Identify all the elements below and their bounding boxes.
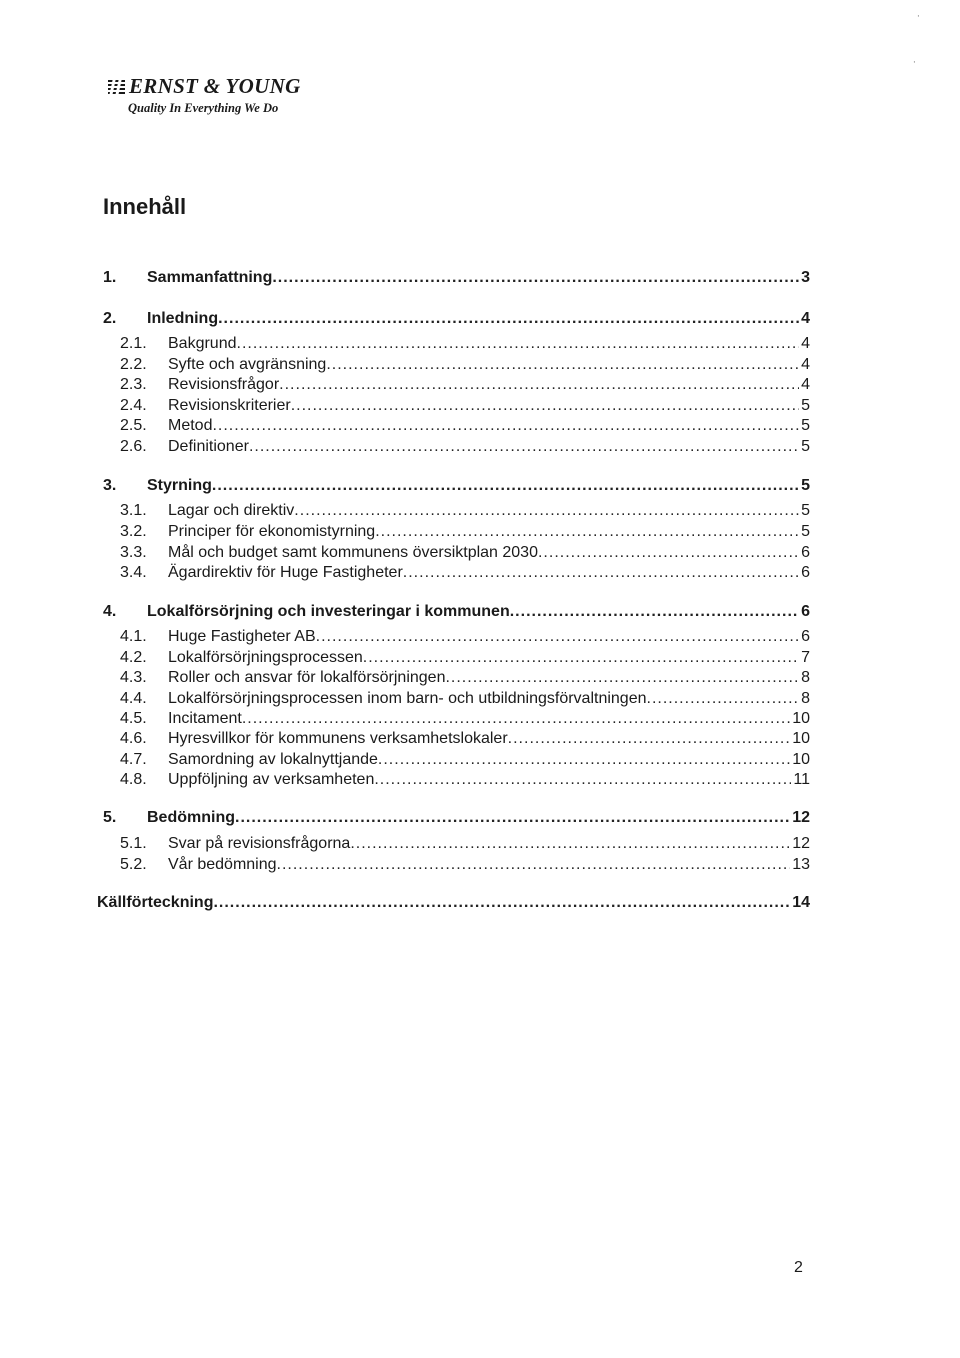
toc-page-number: 4 [801, 310, 810, 327]
toc-page-number: 4 [801, 376, 810, 393]
toc-number: 2.6. [120, 438, 147, 455]
toc-entry[interactable] [120, 416, 810, 436]
toc-number: 2.4. [120, 397, 147, 414]
toc-entry[interactable] [103, 808, 810, 828]
toc-title: Bakgrund [168, 335, 237, 352]
toc-page-number: 12 [792, 809, 810, 826]
toc-title: Revisionskriterier [168, 397, 291, 414]
dot-leader [212, 416, 799, 436]
toc-entry[interactable] [120, 501, 810, 521]
page-title: Innehåll [103, 194, 187, 219]
toc-page-number: 6 [801, 564, 810, 581]
toc-title: Hyresvillkor för kommunens verksamhetslokaler [168, 730, 508, 747]
toc-page-number: 10 [792, 730, 810, 747]
toc-number: 3.1. [120, 502, 147, 519]
toc-number: 4.4. [120, 690, 147, 707]
toc-number: 3.3. [120, 544, 147, 561]
dot-leader [326, 355, 799, 375]
toc-number: 4.3. [120, 669, 147, 686]
dot-leader [272, 268, 799, 288]
ernst-young-logo [108, 74, 301, 116]
toc-title: Lagar och direktiv [168, 502, 295, 519]
toc-entry[interactable] [120, 750, 810, 770]
toc-entry[interactable] [120, 668, 810, 688]
toc-page-number: 4 [801, 335, 810, 352]
dot-leader [279, 375, 799, 395]
toc-title: Bedömning [147, 809, 235, 826]
dot-leader [242, 709, 790, 729]
toc-title: Källförteckning [97, 894, 214, 911]
dot-leader [374, 770, 791, 790]
toc-title: Uppföljning av verksamheten [168, 771, 375, 788]
toc-entry[interactable] [120, 770, 810, 790]
toc-number: 4.8. [120, 771, 147, 788]
toc-entry[interactable] [120, 563, 810, 583]
toc-number: 3. [103, 477, 117, 494]
toc-title: Inledning [147, 310, 219, 327]
scan-speck: · [917, 12, 920, 22]
toc-title: Ägardirektiv för Huge Fastigheter [168, 564, 403, 581]
toc-page-number: 8 [801, 690, 810, 707]
toc-page-number: 3 [801, 269, 810, 286]
toc-title: Samordning av lokalnyttjande [168, 751, 378, 768]
toc-title: Svar på revisionsfrågorna [168, 835, 351, 852]
toc-number: 3.4. [120, 564, 147, 581]
toc-entry[interactable] [103, 309, 810, 329]
dot-leader [378, 750, 790, 770]
toc-entry[interactable] [120, 334, 810, 354]
toc-title: Incitament [168, 710, 242, 727]
toc-entry[interactable] [120, 729, 810, 749]
toc-page-number: 6 [801, 544, 810, 561]
toc-title: Principer för ekonomistyrning [168, 523, 376, 540]
dot-leader [316, 627, 799, 647]
toc-title: Metod [168, 417, 213, 434]
toc-title: Sammanfattning [147, 269, 273, 286]
logo-tagline: Quality In Everything We Do [128, 101, 279, 115]
toc-entry[interactable] [120, 396, 810, 416]
toc-title: Lokalförsörjningsprocessen [168, 649, 363, 666]
toc-entry[interactable] [120, 627, 810, 647]
toc-page-number: 5 [801, 417, 810, 434]
toc-page-number: 13 [792, 856, 810, 873]
dot-leader [277, 855, 791, 875]
dot-leader [375, 522, 799, 542]
toc-number: 5. [103, 809, 117, 826]
toc-page-number: 10 [792, 751, 810, 768]
dot-leader [249, 437, 799, 457]
toc-title: Revisionsfrågor [168, 376, 280, 393]
dot-leader [363, 648, 799, 668]
scan-speck: · [913, 58, 916, 68]
toc-entry[interactable] [103, 476, 810, 496]
toc-page-number: 5 [801, 438, 810, 455]
dot-leader [538, 543, 799, 563]
toc-number: 2.3. [120, 376, 147, 393]
toc-number: 2. [103, 310, 117, 327]
dot-leader [212, 476, 799, 496]
toc-page-number: 11 [793, 771, 810, 788]
toc-title: Huge Fastigheter AB [168, 628, 316, 645]
dot-leader [647, 689, 800, 709]
toc-number: 2.2. [120, 356, 147, 373]
toc-entry[interactable] [103, 268, 810, 288]
toc-page-number: 6 [801, 628, 810, 645]
dot-leader [508, 729, 791, 749]
toc-page-number: 5 [801, 397, 810, 414]
toc-entry[interactable] [120, 709, 810, 729]
toc-entry[interactable] [120, 522, 810, 542]
dot-leader [213, 893, 790, 913]
dot-leader [445, 668, 799, 688]
dot-leader [218, 309, 799, 329]
toc-page-number: 14 [792, 894, 810, 911]
toc-entry[interactable] [103, 602, 810, 622]
dot-leader [291, 396, 799, 416]
toc-title: Lokalförsörjning och investeringar i kommunen [147, 603, 510, 620]
toc-number: 4.6. [120, 730, 147, 747]
toc-page-number: 7 [801, 649, 810, 666]
toc-number: 4.7. [120, 751, 147, 768]
toc-entry[interactable] [120, 437, 810, 457]
toc-title: Definitioner [168, 438, 249, 455]
page-number: 2 [794, 1259, 803, 1276]
toc-number: 5.2. [120, 856, 147, 873]
toc-number: 5.1. [120, 835, 147, 852]
toc-title: Syfte och avgränsning [168, 356, 327, 373]
toc-number: 2.5. [120, 417, 147, 434]
toc-number: 4.2. [120, 649, 147, 666]
toc-entry[interactable] [120, 543, 810, 563]
dot-leader [235, 808, 790, 828]
toc-number: 1. [103, 269, 117, 286]
toc-number: 4.5. [120, 710, 147, 727]
toc-number: 3.2. [120, 523, 147, 540]
dot-leader [510, 602, 799, 622]
toc-entry[interactable] [97, 893, 810, 913]
toc-entry[interactable] [120, 648, 810, 668]
toc-entry[interactable] [120, 355, 810, 375]
toc-number: 4. [103, 603, 117, 620]
toc-entry[interactable] [120, 375, 810, 395]
toc-entry[interactable] [120, 689, 810, 709]
toc-entry[interactable] [120, 855, 810, 875]
toc-number: 4.1. [120, 628, 147, 645]
toc-entry[interactable] [120, 834, 810, 854]
dot-leader [237, 334, 800, 354]
toc-number: 2.1. [120, 335, 147, 352]
toc-page-number: 12 [792, 835, 810, 852]
toc-page-number: 10 [792, 710, 810, 727]
toc-title: Mål och budget samt kommunens översiktplan 2030 [168, 544, 538, 561]
toc-page-number: 5 [801, 477, 810, 494]
dot-leader [294, 501, 799, 521]
ey-logo-mark-icon [108, 78, 125, 95]
toc-page-number: 4 [801, 356, 810, 373]
toc-page-number: 6 [801, 603, 810, 620]
toc-title: Lokalförsörjningsprocessen inom barn- och utbildningsförvaltningen [168, 690, 647, 707]
toc-title: Vår bedömning [168, 856, 277, 873]
toc-page-number: 5 [801, 502, 810, 519]
toc-title: Styrning [147, 477, 212, 494]
dot-leader [350, 834, 790, 854]
toc-title: Roller och ansvar för lokalförsörjningen [168, 669, 446, 686]
logo-name: ERNST & YOUNG [129, 74, 301, 98]
toc-page-number: 8 [801, 669, 810, 686]
dot-leader [403, 563, 799, 583]
toc-page-number: 5 [801, 523, 810, 540]
